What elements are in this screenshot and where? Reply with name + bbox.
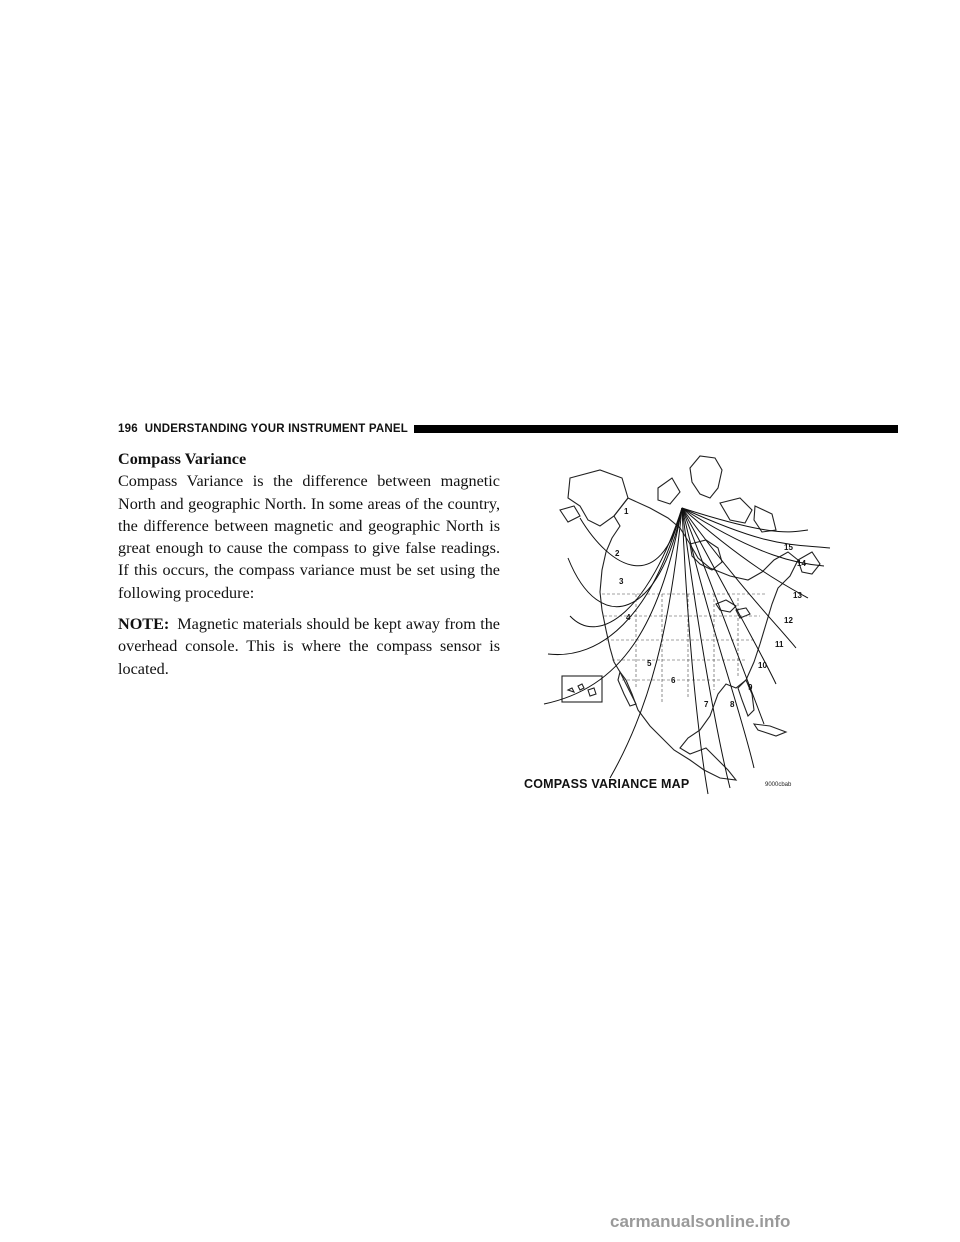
zone-label: 7 bbox=[704, 700, 709, 709]
section-heading: Compass Variance bbox=[118, 450, 247, 468]
page-number: 196 bbox=[118, 423, 138, 435]
zone-label: 4 bbox=[626, 613, 631, 622]
zone-label: 8 bbox=[730, 700, 735, 709]
zone-label: 11 bbox=[775, 640, 784, 649]
page-header bbox=[118, 422, 898, 436]
figure-code: 9000cbab bbox=[765, 782, 792, 788]
zone-label: 5 bbox=[647, 659, 652, 668]
body-paragraph: Compass Variance is the difference between magnetic North and geographic North. In some areas of the country, the difference between magnetic and geographic North is great enough to cause the compass to give false readings. If this occurs, the compass variance must be set using the following procedure: bbox=[118, 472, 500, 602]
map-illustration bbox=[540, 448, 900, 796]
watermark: carmanualsonline.info bbox=[610, 1212, 791, 1231]
compass-variance-map bbox=[540, 448, 900, 796]
header-rule bbox=[414, 425, 898, 433]
map-caption: COMPASS VARIANCE MAP bbox=[524, 777, 690, 791]
zone-label: 14 bbox=[797, 559, 806, 568]
text-column bbox=[118, 448, 500, 689]
zone-label: 9 bbox=[748, 683, 753, 692]
note-paragraph bbox=[118, 613, 500, 680]
zone-label: 12 bbox=[784, 616, 793, 625]
note-label: NOTE: bbox=[118, 615, 170, 634]
zone-label: 1 bbox=[624, 507, 629, 516]
zone-label: 3 bbox=[619, 577, 624, 586]
zone-label: 6 bbox=[671, 676, 676, 685]
section-title: UNDERSTANDING YOUR INSTRUMENT PANEL bbox=[144, 423, 408, 435]
header-text bbox=[118, 423, 408, 435]
zone-label: 2 bbox=[615, 549, 620, 558]
zone-label: 15 bbox=[784, 543, 793, 552]
zone-label: 13 bbox=[793, 591, 802, 600]
note-text: Magnetic materials should be kept away from the overhead console. This is where the compass sensor is located. bbox=[118, 615, 500, 678]
zone-label: 10 bbox=[758, 661, 767, 670]
land-outlines bbox=[560, 456, 820, 780]
zone-labels bbox=[615, 507, 806, 709]
